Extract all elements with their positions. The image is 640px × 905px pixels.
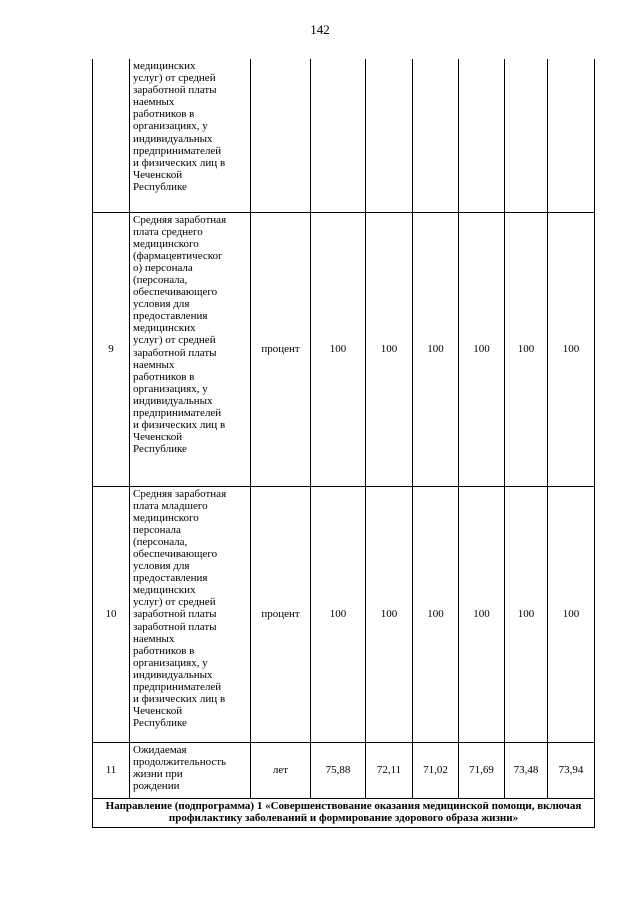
description-line: услуг) от средней bbox=[133, 596, 216, 609]
table-row bbox=[93, 742, 595, 798]
value-cell: 73,48 bbox=[505, 742, 548, 798]
description-line: персонала bbox=[133, 523, 181, 536]
value-cell bbox=[366, 59, 413, 212]
description-line: заработной платы bbox=[133, 84, 217, 97]
row-number-cell: 9 bbox=[93, 212, 130, 486]
table-row bbox=[93, 59, 595, 212]
description-line: (персонала, bbox=[133, 535, 188, 548]
indicator-description-cell bbox=[130, 59, 251, 212]
description-line: работников в bbox=[133, 644, 195, 657]
description-line: обеспечивающего bbox=[133, 286, 218, 299]
unit-cell: процент bbox=[251, 486, 311, 742]
description-line: услуг) от средней bbox=[133, 334, 216, 347]
description-line: работников в bbox=[133, 108, 195, 121]
description-line: и физических лиц в bbox=[133, 156, 226, 169]
unit-cell: лет bbox=[251, 742, 311, 798]
description-line: индивидуальных bbox=[133, 668, 213, 681]
table-row bbox=[93, 212, 595, 486]
value-cell bbox=[548, 59, 595, 212]
description-line: наемных bbox=[133, 632, 175, 645]
value-cell: 100 bbox=[459, 486, 505, 742]
unit-cell: процент bbox=[251, 212, 311, 486]
value-cell: 100 bbox=[505, 212, 548, 486]
description-line: Чеченской bbox=[133, 168, 183, 181]
unit-cell bbox=[251, 59, 311, 212]
description-line: Республике bbox=[133, 180, 187, 193]
description-line: медицинских bbox=[133, 322, 196, 335]
indicator-description-cell bbox=[130, 742, 251, 798]
section-heading: Направление (подпрограмма) 1 «Совершенствование оказания медицинской помощи, включая профилактику заболеваний и формирование здорового образа жизни» bbox=[93, 798, 595, 827]
description-line: о) персонала bbox=[133, 261, 193, 274]
value-cell: 100 bbox=[366, 212, 413, 486]
description-line: организациях, у bbox=[133, 382, 208, 395]
description-line: и физических лиц в bbox=[133, 419, 226, 432]
value-cell: 100 bbox=[311, 486, 366, 742]
description-line: медицинского bbox=[133, 237, 199, 250]
description-line: плата среднего bbox=[133, 225, 203, 238]
description-line: Средняя заработная bbox=[133, 213, 227, 226]
description-line: заработной платы bbox=[133, 346, 217, 359]
description-line: заработной платы bbox=[133, 608, 217, 621]
description-line: и физических лиц в bbox=[133, 693, 226, 706]
description-line: Чеченской bbox=[133, 705, 183, 718]
description-line: Чеченской bbox=[133, 431, 183, 444]
value-cell: 100 bbox=[366, 486, 413, 742]
description-line: наемных bbox=[133, 358, 175, 371]
section-heading-row bbox=[93, 798, 595, 827]
value-cell: 75,88 bbox=[311, 742, 366, 798]
value-cell bbox=[311, 59, 366, 212]
description-line: Ожидаемая bbox=[133, 743, 187, 756]
value-cell: 71,02 bbox=[413, 742, 459, 798]
description-line: Республике bbox=[133, 717, 187, 730]
value-cell: 100 bbox=[311, 212, 366, 486]
description-line: продолжительность bbox=[133, 755, 227, 768]
description-line: медицинского bbox=[133, 511, 199, 524]
value-cell: 100 bbox=[413, 212, 459, 486]
row-number-cell: 11 bbox=[93, 742, 130, 798]
description-line: плата младшего bbox=[133, 499, 208, 512]
value-cell: 100 bbox=[548, 212, 595, 486]
description-line: Республике bbox=[133, 443, 187, 456]
description-line: медицинских bbox=[133, 60, 196, 72]
description-line: организациях, у bbox=[133, 120, 208, 133]
description-line: работников в bbox=[133, 370, 195, 383]
value-cell bbox=[459, 59, 505, 212]
indicator-description-cell bbox=[130, 486, 251, 742]
value-cell: 72,11 bbox=[366, 742, 413, 798]
indicator-description-cell bbox=[130, 212, 251, 486]
value-cell: 71,69 bbox=[459, 742, 505, 798]
description-line: условия для bbox=[133, 298, 190, 311]
description-line: условия для bbox=[133, 560, 190, 573]
description-line: предпринимателей bbox=[133, 144, 222, 157]
description-line: медицинских bbox=[133, 584, 196, 597]
description-line: заработной платы bbox=[133, 620, 217, 633]
description-line: (персонала, bbox=[133, 273, 188, 286]
value-cell: 100 bbox=[548, 486, 595, 742]
description-line: предоставления bbox=[133, 310, 208, 323]
description-line: наемных bbox=[133, 96, 175, 109]
value-cell: 73,94 bbox=[548, 742, 595, 798]
description-line: обеспечивающего bbox=[133, 547, 218, 560]
indicators-table bbox=[92, 59, 595, 828]
value-cell: 100 bbox=[413, 486, 459, 742]
description-line: предпринимателей bbox=[133, 681, 222, 693]
description-line: услуг) от средней bbox=[133, 72, 216, 85]
row-number-cell bbox=[93, 59, 130, 212]
value-cell: 100 bbox=[459, 212, 505, 486]
value-cell: 100 bbox=[505, 486, 548, 742]
table-row bbox=[93, 486, 595, 742]
description-line: жизни при bbox=[133, 767, 183, 780]
description-line: Средняя заработная bbox=[133, 487, 227, 500]
description-line: рождении bbox=[133, 779, 180, 792]
value-cell bbox=[413, 59, 459, 212]
description-line: организациях, у bbox=[133, 656, 208, 669]
description-line: предоставления bbox=[133, 572, 208, 585]
description-line: индивидуальных bbox=[133, 394, 213, 407]
value-cell bbox=[505, 59, 548, 212]
description-line: (фармацевтическог bbox=[133, 249, 223, 262]
page-number: 142 bbox=[310, 22, 330, 37]
description-line: предпринимателей bbox=[133, 407, 222, 419]
description-line: индивидуальных bbox=[133, 132, 213, 145]
row-number-cell: 10 bbox=[93, 486, 130, 742]
